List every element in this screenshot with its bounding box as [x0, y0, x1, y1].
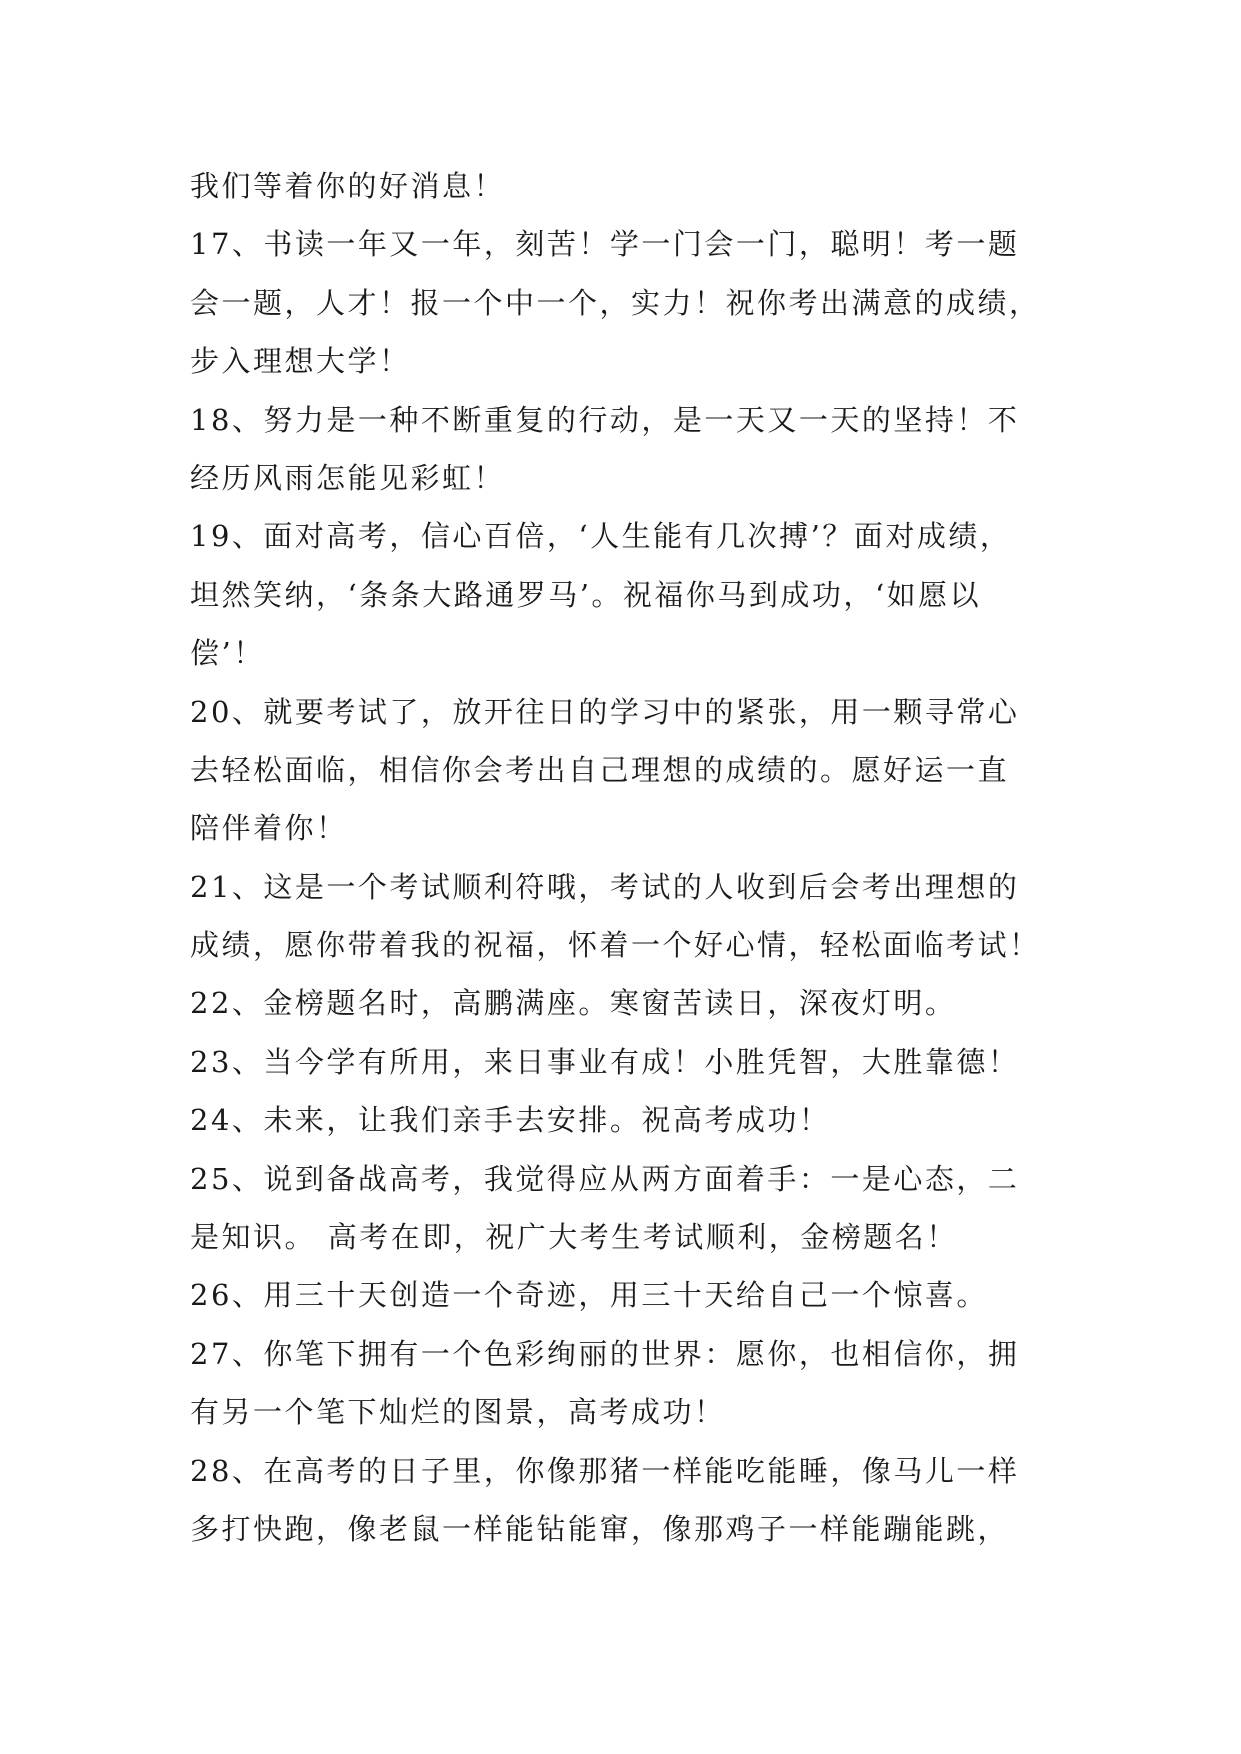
text-line: 28、在高考的日子里，你像那猪一样能吃能睡，像马儿一样: [190, 1453, 1020, 1488]
text-line: 22、金榜题名时，高鹏满座。寒窗苦读日，深夜灯明。: [190, 986, 957, 1021]
text-line: 是知识。 高考在即，祝广大考生考试顺利，金榜题名！: [190, 1220, 958, 1255]
text-line: 去轻松面临，相信你会考出自己理想的成绩的。愿好运一直: [190, 752, 1010, 787]
text-line: 17、书读一年又一年，刻苦！学一门会一门，聪明！考一题: [190, 227, 1020, 262]
document-body: [190, 157, 1060, 1558]
text-line: 24、未来，让我们亲手去安排。祝高考成功！: [190, 1103, 831, 1138]
text-line: 陪伴着你！: [190, 811, 348, 846]
text-line: 18、努力是一种不断重复的行动，是一天又一天的坚持！不: [190, 402, 1020, 437]
text-line: 会一题，人才！报一个中一个，实力！祝你考出满意的成绩，: [190, 285, 1041, 320]
text-line: 步入理想大学！: [190, 344, 411, 379]
text-line: 成绩，愿你带着我的祝福，怀着一个好心情，轻松面临考试！: [190, 928, 1041, 963]
text-line: 经历风雨怎能见彩虹！: [190, 460, 506, 495]
text-line: 23、当今学有所用，来日事业有成！小胜凭智，大胜靠德！: [190, 1044, 1020, 1079]
text-line: 20、就要考试了，放开往日的学习中的紧张，用一颗寻常心: [190, 694, 1020, 729]
text-line: 我们等着你的好消息！: [190, 169, 506, 203]
text-line: 19、面对高考，信心百倍，‘人生能有几次搏’？面对成绩，: [190, 519, 1012, 554]
text-line: 25、说到备战高考，我觉得应从两方面着手：一是心态，二: [190, 1161, 1020, 1196]
text-line: 偿’！: [190, 636, 265, 671]
text-line: 26、用三十天创造一个奇迹，用三十天给自己一个惊喜。: [190, 1278, 988, 1313]
text-line: 21、这是一个考试顺利符哦，考试的人收到后会考出理想的: [190, 869, 1020, 904]
text-line: 坦然笑纳，‘条条大路通罗马’。祝福你马到成功，‘如愿以: [190, 577, 982, 612]
text-line: 27、你笔下拥有一个色彩绚丽的世界：愿你，也相信你，拥: [190, 1336, 1020, 1371]
text-line: 有另一个笔下灿烂的图景，高考成功！: [190, 1395, 726, 1430]
text-line: 多打快跑，像老鼠一样能钻能窜，像那鸡子一样能蹦能跳，: [190, 1511, 1010, 1546]
